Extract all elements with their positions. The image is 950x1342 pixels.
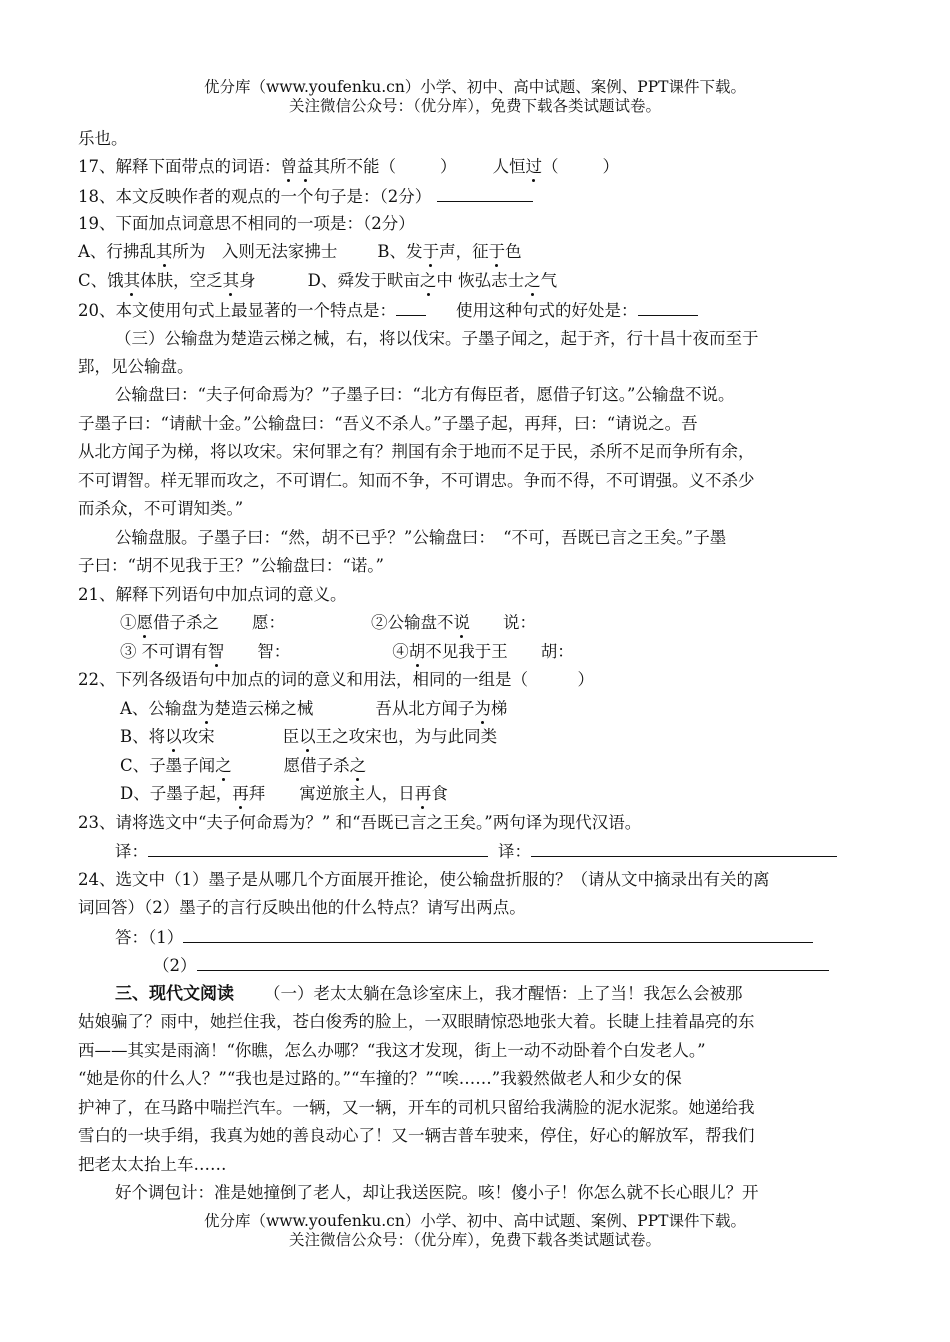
- item-text: 说：: [470, 613, 536, 632]
- option-text: 身: [239, 271, 256, 290]
- question-19-options-cd: [78, 270, 557, 292]
- answer-blank[interactable]: [638, 299, 698, 316]
- passage-line: 子曰：“胡不见我于王？”公输盘曰：“诺。”: [78, 556, 384, 575]
- q17-text: 17、解释下面带点的词语：: [78, 157, 281, 176]
- question-20: [78, 299, 698, 322]
- answer-blank[interactable]: [197, 954, 829, 971]
- dotted-char: 其: [123, 271, 141, 290]
- translate-label: 译：: [498, 842, 531, 861]
- q17-text: ）: [602, 157, 619, 176]
- q17-text: 其所不能（: [313, 157, 396, 176]
- page-header: [0, 78, 950, 116]
- question-22-option-b: [120, 726, 497, 748]
- option-text: 攻宋: [181, 727, 215, 746]
- option-text: B、将: [120, 727, 166, 746]
- question-22-option-a: [120, 698, 507, 720]
- question-19: 19、下面加点词意思不相同的一项是：（2分）: [78, 214, 415, 233]
- text-line: 乐也。: [78, 129, 128, 148]
- option-text: 体肤，空乏: [140, 271, 223, 290]
- question-24-answer-2: [153, 954, 829, 977]
- item-text: 智：: [224, 642, 291, 661]
- dotted-char: 曾: [280, 157, 297, 176]
- dotted-char: 为: [474, 699, 491, 718]
- question-21: 21、解释下列语句中加点词的意义。: [78, 585, 347, 604]
- option-text: 拜: [248, 784, 266, 803]
- dotted-char: 之: [524, 271, 541, 290]
- option-text: A、行拂乱: [78, 242, 156, 261]
- option-text: 食: [431, 784, 448, 803]
- option-text: 寓逆旅主人，日: [299, 784, 415, 803]
- option-text: D、子墨子起，: [120, 784, 233, 803]
- item-text: 不见我于王 胡：: [425, 642, 574, 661]
- option-text: C、饿: [78, 271, 124, 290]
- option-text: A、公输盘: [120, 699, 198, 718]
- dotted-char: 于: [488, 242, 506, 261]
- passage-line: 郢，见公输盘。: [78, 357, 194, 376]
- answer-blank[interactable]: [531, 840, 837, 857]
- option-text: B、发: [377, 242, 423, 261]
- passage-line: 从北方闻子为梯，将以攻宋。宋何罪之有？荆国有余于地而不足于民，杀所不足而争所有余，: [78, 442, 755, 461]
- passage-line: 雪白的一块手绢，我真为她的善良动心了！又一辆吉普车驶来，停住，好心的解放军，帮我们: [78, 1126, 755, 1145]
- dotted-char: 之: [349, 756, 367, 775]
- item-text: ①: [120, 613, 137, 632]
- answer-blank[interactable]: [396, 299, 426, 316]
- item-text: ④: [392, 642, 409, 661]
- option-text: 楚造云梯之械: [214, 699, 314, 718]
- passage-line: 公输盘服。子墨子曰：“然，胡不已乎？”公输盘曰： “不可，吾既已言之王矣。”子墨: [115, 528, 727, 547]
- question-22-option-d: [120, 783, 448, 805]
- item-text: 借子杀之 愿：: [153, 613, 285, 632]
- option-text: 所为 入则无法家拂士: [172, 242, 338, 261]
- passage-line: 不可谓智。样无罪而攻之，不可谓仁。知而不争，不可谓忠。争而不得，不可谓强。义不杀少: [78, 471, 755, 490]
- question-23-translation: [115, 840, 837, 863]
- passage-line: 好个调包计：准是她撞倒了老人，却让我送医院。咳！傻小子！你怎么就不长心眼儿？开: [115, 1183, 759, 1202]
- item-text: ②公输盘不: [371, 613, 454, 632]
- option-text: 色: [505, 242, 522, 261]
- answer-label: （2）: [153, 956, 197, 975]
- passage-line: 护神了，在马路中喘拦汽车。一辆，又一辆，开车的司机只留给我满脸的泥水泥浆。她递给我: [78, 1098, 755, 1117]
- question-23: 23、请将选文中“夫子何命焉为？” 和“吾既已言之王矣。”两句译为现代汉语。: [78, 813, 642, 832]
- passage-line: 姑娘骗了？雨中，她拦住我，苍白俊秀的脸上，一双眼睛惊恐地张大着。长睫上挂着晶亮的东: [78, 1012, 755, 1031]
- dotted-char: 为: [197, 699, 215, 718]
- q17-text: ）: [440, 157, 457, 176]
- page-footer: [0, 1212, 950, 1250]
- section-3-line: [115, 983, 743, 1005]
- question-19-options-ab: [78, 241, 522, 263]
- dotted-char: 其: [222, 271, 240, 290]
- header-line-1: 优分库（www.youfenku.cn）小学、初中、高中试题、案例、PPT课件下载。: [203, 78, 747, 96]
- question-22: 22、下列各级语句中加点的词的意义和用法，相同的一组是（ ）: [78, 670, 594, 689]
- passage-text: （一）老太太躺在急诊室床上，我才醒悟：上了当！我怎么会被那: [264, 984, 743, 1003]
- q17-text: 人恒: [492, 157, 526, 176]
- dotted-char: 过: [525, 157, 542, 176]
- dotted-char: 再: [414, 784, 432, 803]
- option-text: 梯: [490, 699, 508, 718]
- passage-line: 子墨子曰：“请献十金。”公输盘曰：“吾义不杀人。”子墨子起，再拜，曰：“请说之。吾: [78, 414, 698, 433]
- header-line-2: 关注微信公众号：（优分库），免费下载各类试题试卷。: [288, 97, 661, 115]
- dotted-char: 益: [297, 157, 314, 176]
- option-text: 气: [540, 271, 558, 290]
- dotted-char: 胡: [408, 642, 426, 661]
- dotted-char: 于: [422, 242, 440, 261]
- passage-line: “她是你的什么人？”“我也是过路的。”“车撞的？”“唉……”我毅然做老人和少女的保: [78, 1069, 682, 1088]
- dotted-char: 智: [207, 642, 225, 661]
- dotted-char: 再: [232, 784, 249, 803]
- option-text: 王之攻宋也，为与此同类: [315, 727, 498, 746]
- passage-line: 公输盘曰：“夫子何命焉为？”子墨子曰：“北方有侮臣者，愿借子钉这。”公输盘不说。: [115, 385, 735, 404]
- option-text: 声，征: [439, 242, 489, 261]
- answer-blank[interactable]: [437, 185, 533, 202]
- q17-text: （: [542, 157, 559, 176]
- question-22-option-c: [120, 755, 366, 777]
- option-text: D、舜发于畎亩: [307, 271, 420, 290]
- q20-text: 使用这种句式的好处是：: [456, 301, 638, 320]
- question-17: [78, 156, 619, 178]
- passage-line: 西——其实是雨滴！“你瞧，怎么办哪？“我这才发现，街上一动不动卧着个白发老人。”: [78, 1041, 706, 1060]
- dotted-char: 以: [299, 727, 316, 746]
- question-24-line: 词回答）（2）墨子的言行反映出他的什么特点？请写出两点。: [78, 898, 526, 917]
- dotted-char: 其: [155, 242, 173, 261]
- answer-blank[interactable]: [183, 926, 813, 943]
- question-24-answer-1: [115, 926, 813, 949]
- option-text: 愿借子杀: [283, 756, 350, 775]
- passage-line: 把老太太抬上车……: [78, 1155, 227, 1174]
- question-21-items: [120, 612, 536, 634]
- option-text: 吾从北方闻子: [375, 699, 475, 718]
- option-text: 中 恢弘志士: [436, 271, 525, 290]
- answer-label: 答：（1）: [115, 928, 184, 947]
- option-text: 臣: [282, 727, 300, 746]
- question-24-line: 24、选文中（1）墨子是从哪几个方面展开推论，使公输盘折服的？（请从文中摘录出有关的离: [78, 870, 770, 889]
- passage-line: （三）公输盘为楚造云梯之械，右，将以伐宋。子墨子闻之，起于齐，行十昌十夜而至于: [115, 329, 759, 348]
- answer-blank[interactable]: [148, 840, 488, 857]
- footer-line-2: 关注微信公众号：（优分库），免费下载各类试题试卷。: [288, 1231, 661, 1249]
- option-text: C、子墨子闻: [120, 756, 216, 775]
- dotted-char: 之: [215, 756, 232, 775]
- dotted-char: 之: [419, 271, 437, 290]
- q18-text: 18、本文反映作者的观点的一个句子是：（2分）: [78, 187, 432, 206]
- question-18: [78, 185, 533, 208]
- dotted-char: 以: [165, 727, 182, 746]
- translate-label: 译：: [115, 842, 148, 861]
- section-heading: 三、现代文阅读: [115, 984, 234, 1004]
- question-21-items: [120, 641, 574, 663]
- footer-line-1: 优分库（www.youfenku.cn）小学、初中、高中试题、案例、PPT课件下载。: [203, 1212, 747, 1230]
- dotted-char: 愿: [136, 613, 153, 632]
- dotted-char: 说: [453, 613, 470, 632]
- item-text: ③ 不可谓有: [120, 642, 208, 661]
- passage-line: 而杀众，不可谓知类。”: [78, 499, 244, 518]
- q20-text: 20、本文使用句式上最显著的一个特点是：: [78, 301, 396, 320]
